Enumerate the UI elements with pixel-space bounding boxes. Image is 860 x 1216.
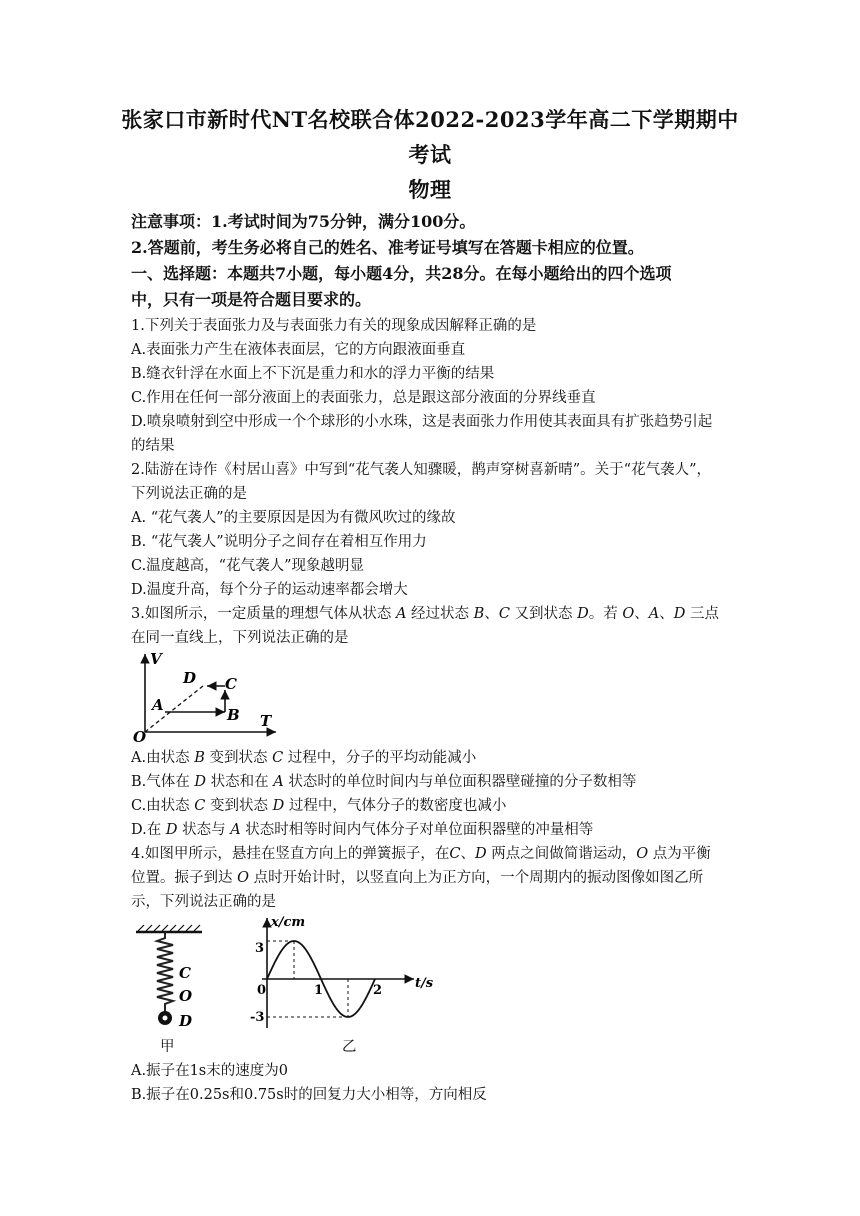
label-c: C <box>225 675 237 693</box>
tick-0: 0 <box>257 983 267 998</box>
q1-stem: 1.下列关于表面张力及与表面张力有关的现象成因解释正确的是 <box>131 318 537 334</box>
q3-stem-cont: 在同一直线上，下列说法正确的是 <box>131 630 349 646</box>
q1-option-a: A.表面张力产生在液体表面层，它的方向跟液面垂直 <box>131 342 466 358</box>
tick-3: 3 <box>255 941 265 956</box>
section-heading-2: 中，只有一项是符合题目要求的。 <box>131 290 372 309</box>
tick-1: 1 <box>314 983 324 998</box>
q3-option-a: A.由状态 B 变到状态 C 过程中，分子的平均动能减小 <box>131 750 477 766</box>
q4-option-a: A.振子在1s末的速度为0 <box>131 1063 288 1079</box>
q2-option-b: B. “花气袭人”说明分子之间存在着相互作用力 <box>131 534 427 550</box>
q1-option-b: B.缝衣针浮在水面上不下沉是重力和水的浮力平衡的结果 <box>131 366 495 382</box>
label-b: B <box>227 706 240 724</box>
label-a: A <box>152 696 164 714</box>
q1-option-d: D.喷泉喷射到空中形成一个个球形的小水珠，这是表面张力作用使其表面具有扩张趋势引起 <box>131 414 713 430</box>
section-heading-1: 一、选择题：本题共7小题，每小题4分，共28分。在每小题给出的四个选项 <box>131 264 672 283</box>
q4-option-b: B.振子在0.25s和0.75s时的回复力大小相等，方向相反 <box>131 1087 487 1103</box>
q2-stem-cont: 下列说法正确的是 <box>131 486 247 502</box>
q4-stem: 4.如图甲所示，悬挂在竖直方向上的弹簧振子，在C、D 两点之间做简谐运动，O 点为平衡 <box>131 846 711 862</box>
q3-option-d: D.在 D 状态与 A 状态时相等时间内气体分子对单位面积器壁的冲量相等 <box>131 822 594 838</box>
label-d: D <box>179 1012 193 1030</box>
q1-option-d-cont: 的结果 <box>131 438 175 454</box>
ball-highlight <box>163 1016 168 1021</box>
label-o: O <box>179 987 193 1005</box>
label-v: V <box>150 650 162 668</box>
q4-xt-chart <box>240 912 440 1030</box>
q3-vt-diagram <box>128 648 288 744</box>
label-c: C <box>179 964 191 982</box>
y-axis-label: x/cm <box>271 915 306 930</box>
q4-stem-cont: 位置。振子到达 O 点时开始计时，以竖直向上为正方向，一个周期内的振动图像如图乙所 <box>131 870 704 886</box>
q4-stem-cont2: 示，下列说法正确的是 <box>131 894 276 910</box>
ceiling-hatch <box>138 925 200 931</box>
q3-option-c: C.由状态 C 变到状态 D 过程中，气体分子的数密度也减小 <box>131 798 507 814</box>
q2-option-d: D.温度升高，每个分子的运动速率都会增大 <box>131 582 408 598</box>
x-axis-label: t/s <box>415 976 434 991</box>
fig-label-jia: 甲 <box>160 1039 175 1055</box>
note-1: 注意事项：1.考试时间为75分钟，满分100分。 <box>131 212 476 231</box>
q2-stem: 2.陆游在诗作《村居山喜》中写到“花气袭人知骤暖，鹊声穿树喜新晴”。关于“花气袭人”， <box>131 462 711 478</box>
tick-neg3: -3 <box>250 1010 265 1025</box>
subject-title: 物理 <box>408 177 452 202</box>
q2-option-c: C.温度越高，“花气袭人”现象越明显 <box>131 558 365 574</box>
q3-option-b: B.气体在 D 状态和在 A 状态时的单位时间内与单位面积器壁碰撞的分子数相等 <box>131 774 637 790</box>
exam-title-line1: 张家口市新时代NT名校联合体2022-2023学年高二下学期期中 <box>121 107 739 132</box>
q2-option-a: A. “花气袭人”的主要原因是因为有微风吹过的缘故 <box>131 510 456 526</box>
label-o: O <box>133 728 147 744</box>
exam-title-line2: 考试 <box>408 142 452 167</box>
q4-spring-diagram <box>128 922 218 1038</box>
fig-label-yi: 乙 <box>342 1039 357 1055</box>
tick-2: 2 <box>373 983 383 998</box>
note-2: 2.答题前，考生务必将自己的姓名、准考证号填写在答题卡相应的位置。 <box>131 238 644 257</box>
label-t: T <box>260 712 272 730</box>
spring-coil <box>157 932 173 1012</box>
q3-stem: 3.如图所示，一定质量的理想气体从状态 A 经过状态 B、C 又到状态 D。若 O、A、D 三点 <box>131 606 720 622</box>
label-d: D <box>183 669 197 687</box>
q1-option-c: C.作用在任何一部分液面上的表面张力，总是跟这部分液面的分界线垂直 <box>131 390 596 406</box>
